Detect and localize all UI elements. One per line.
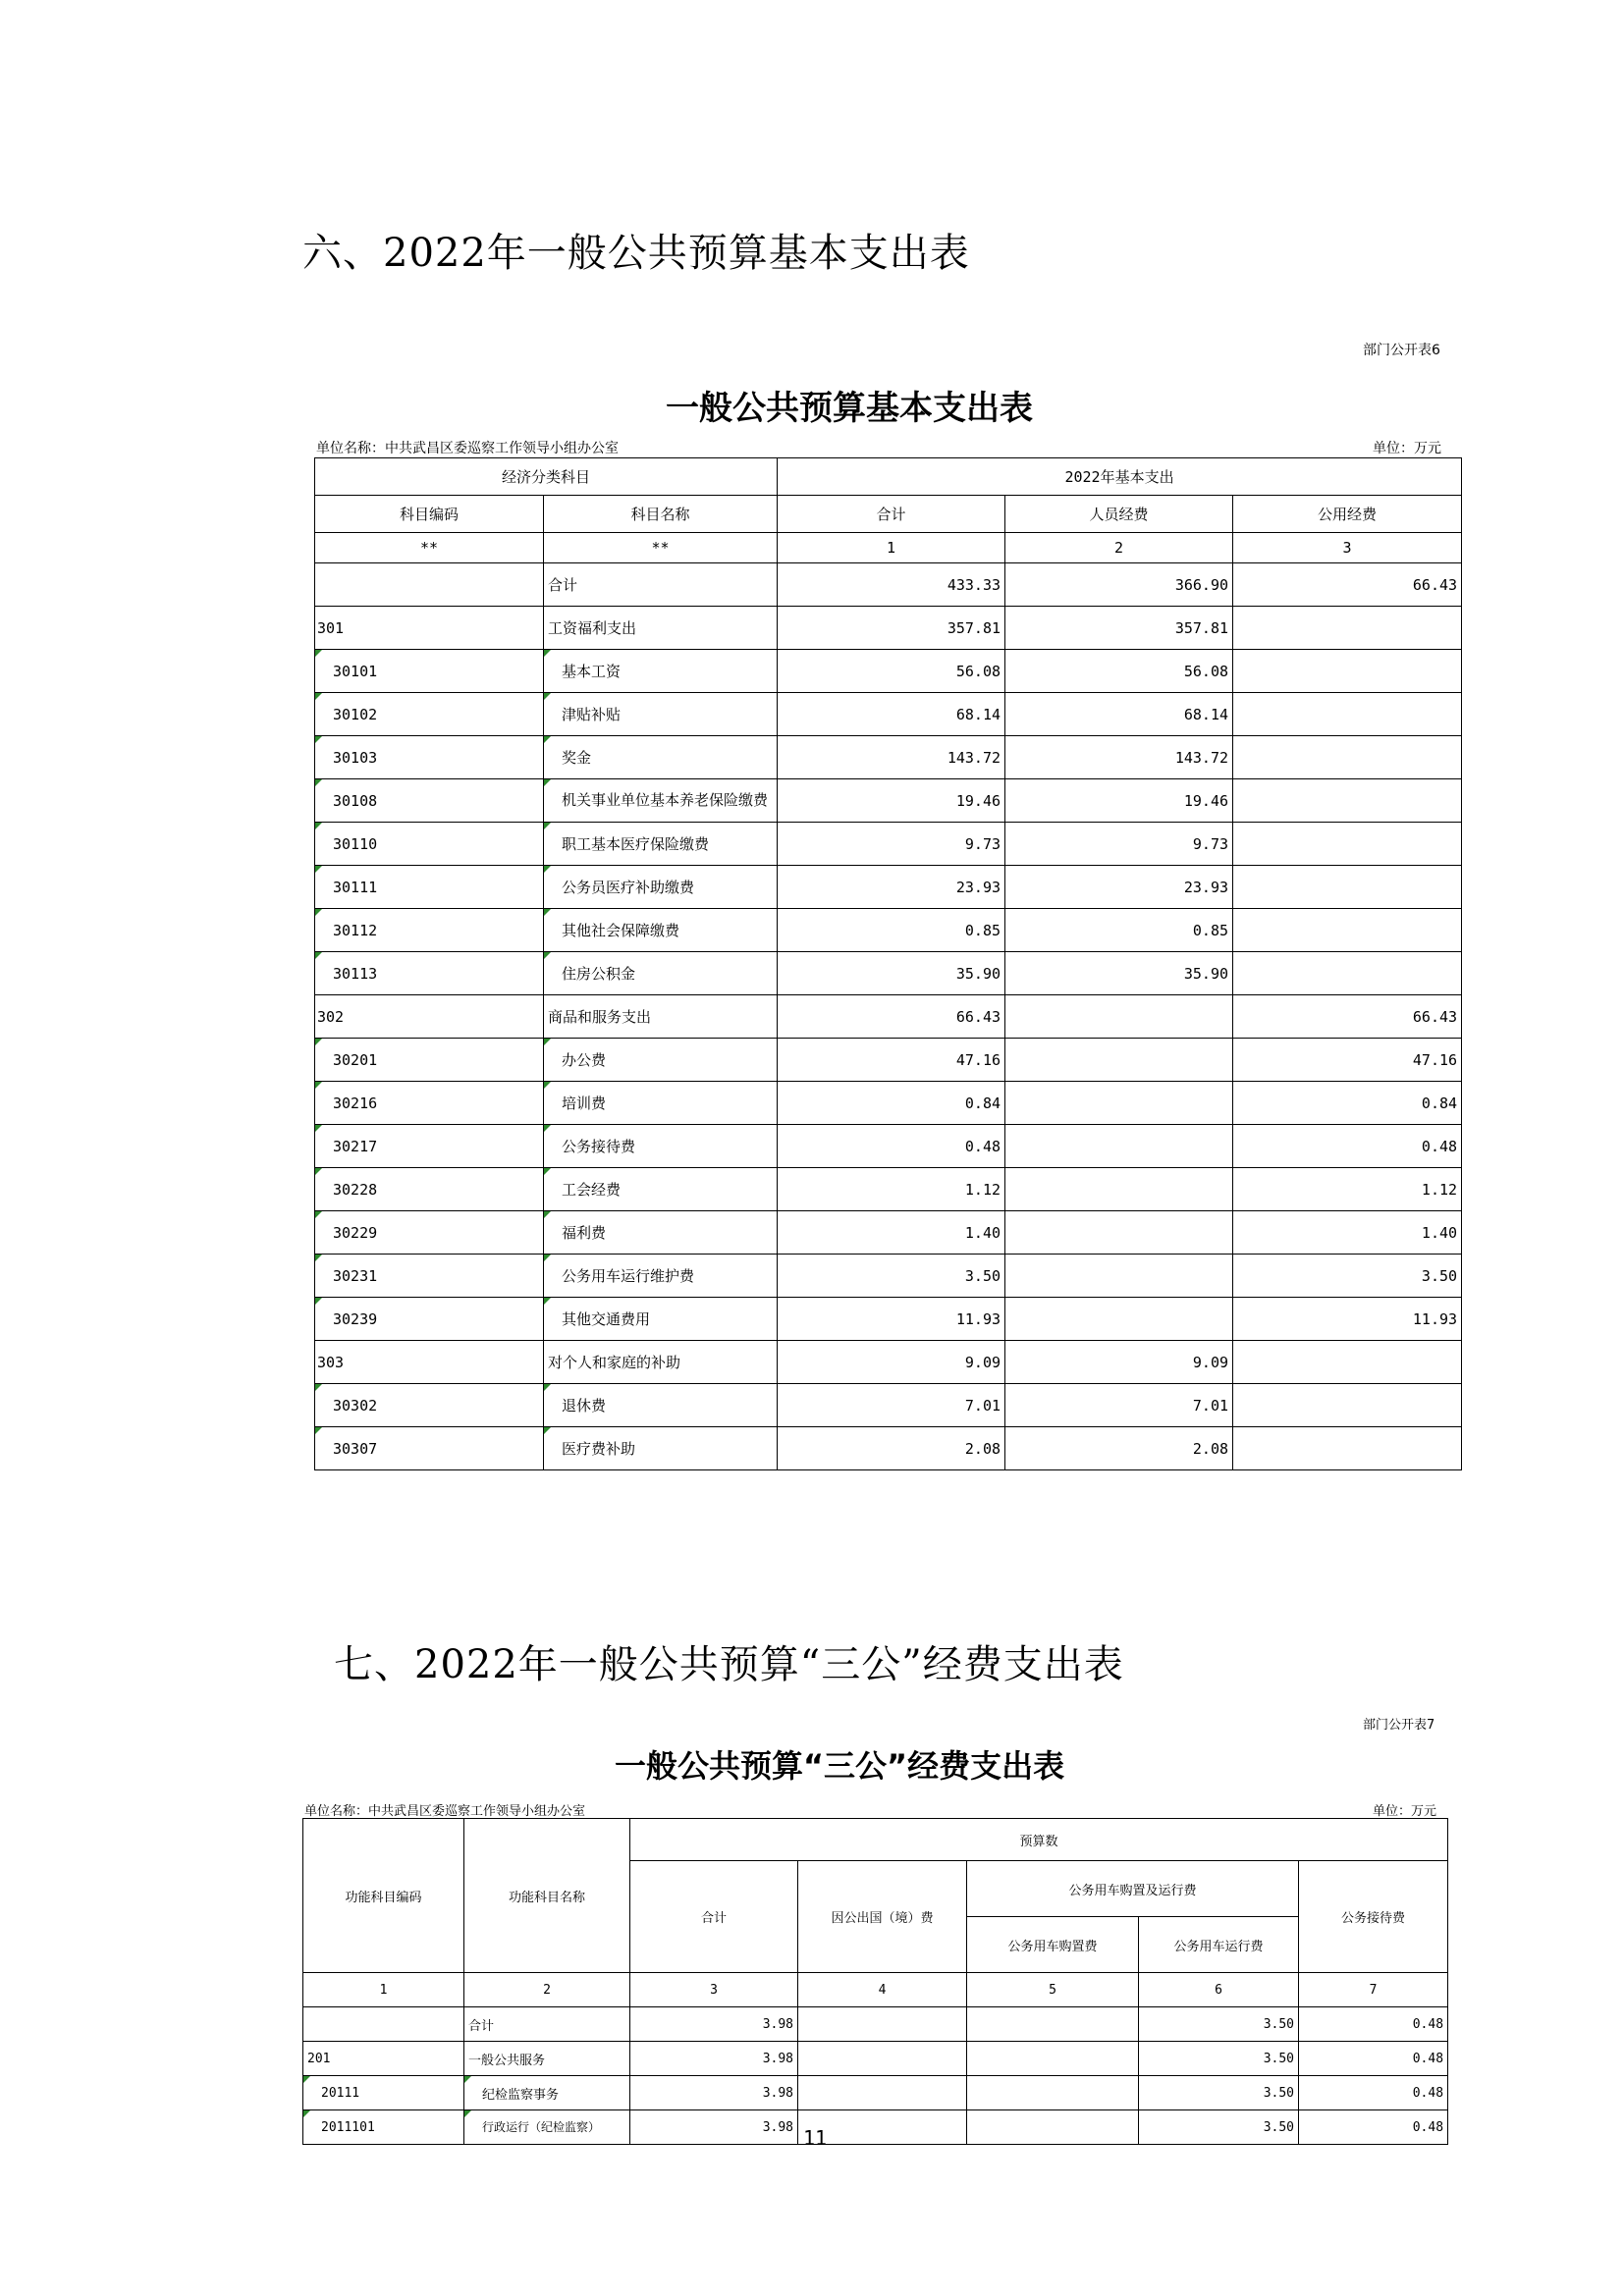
page-number: 11: [803, 2126, 828, 2150]
cell-code: 30228: [315, 1168, 544, 1211]
header-index: 2: [1005, 533, 1233, 563]
header-code: 科目编码: [315, 496, 544, 533]
cell-personnel: [1005, 1168, 1233, 1211]
table-row: [303, 2042, 1448, 2076]
cell-public: [1233, 607, 1462, 650]
cell-personnel: 35.90: [1005, 952, 1233, 995]
cell-total: 56.08: [778, 650, 1005, 693]
cell-name: 公务接待费: [544, 1125, 778, 1168]
cell-code: 30231: [315, 1255, 544, 1298]
cell-code: 301: [315, 607, 544, 650]
cell-code: 30239: [315, 1298, 544, 1341]
header-car-buy: 公务用车购置费: [967, 1917, 1139, 1973]
header-index: **: [544, 533, 778, 563]
header-func-name: 功能科目名称: [464, 1819, 630, 1973]
table-row: [315, 1384, 1462, 1427]
cell-car-run: 3.50: [1139, 2042, 1299, 2076]
cell-abroad: [798, 2007, 967, 2042]
cell-personnel: [1005, 1039, 1233, 1082]
cell-code: 20111: [303, 2076, 464, 2110]
header-index: 7: [1299, 1973, 1448, 2007]
cell-personnel: 19.46: [1005, 779, 1233, 823]
cell-code: 30113: [315, 952, 544, 995]
cell-code: 30229: [315, 1211, 544, 1255]
form-number: 部门公开表6: [1363, 343, 1440, 358]
header-budget: 预算数: [630, 1819, 1448, 1861]
header-index: 2: [464, 1973, 630, 2007]
header-econ: 经济分类科目: [315, 458, 778, 496]
cell-car-buy: [967, 2110, 1139, 2145]
cell-code: 30217: [315, 1125, 544, 1168]
cell-total: 3.50: [778, 1255, 1005, 1298]
cell-abroad: [798, 2042, 967, 2076]
cell-code: 30307: [315, 1427, 544, 1470]
cell-personnel: [1005, 995, 1233, 1039]
cell-name: 培训费: [544, 1082, 778, 1125]
unit-label: 单位：万元: [1373, 1804, 1437, 1819]
cell-name: 津贴补贴: [544, 693, 778, 736]
cell-public: 1.40: [1233, 1211, 1462, 1255]
cell-abroad: [798, 2076, 967, 2110]
cell-public: 0.48: [1233, 1125, 1462, 1168]
header-index: 3: [630, 1973, 798, 2007]
cell-total: 0.85: [778, 909, 1005, 952]
cell-total: 143.72: [778, 736, 1005, 779]
header-index: 1: [303, 1973, 464, 2007]
header-index: **: [315, 533, 544, 563]
cell-total: 0.48: [778, 1125, 1005, 1168]
cell-code: 2011101: [303, 2110, 464, 2145]
cell-public: [1233, 736, 1462, 779]
cell-name: 合计: [544, 563, 778, 607]
table-row: [315, 1039, 1462, 1082]
cell-total: 7.01: [778, 1384, 1005, 1427]
header-personnel: 人员经费: [1005, 496, 1233, 533]
cell-name: 住房公积金: [544, 952, 778, 995]
table-row: [315, 952, 1462, 995]
table-row: [315, 1211, 1462, 1255]
cell-total: 2.08: [778, 1427, 1005, 1470]
cell-public: 66.43: [1233, 563, 1462, 607]
header-total: 合计: [778, 496, 1005, 533]
table-row: [315, 650, 1462, 693]
cell-code: 30101: [315, 650, 544, 693]
cell-code: 30111: [315, 866, 544, 909]
table-row: [315, 563, 1462, 607]
cell-name: 纪检监察事务: [464, 2076, 630, 2110]
table-row: [315, 779, 1462, 823]
cell-code: 30112: [315, 909, 544, 952]
cell-public: [1233, 823, 1462, 866]
cell-public: 0.84: [1233, 1082, 1462, 1125]
cell-total: 47.16: [778, 1039, 1005, 1082]
cell-name: 行政运行（纪检监察）: [464, 2110, 630, 2145]
cell-car-run: 3.50: [1139, 2076, 1299, 2110]
cell-public: [1233, 1341, 1462, 1384]
cell-personnel: [1005, 1125, 1233, 1168]
three-public-table: [302, 1818, 1448, 2145]
cell-total: 0.84: [778, 1082, 1005, 1125]
unit-label: 单位：万元: [1373, 441, 1441, 456]
cell-code: 201: [303, 2042, 464, 2076]
header-func-code: 功能科目编码: [303, 1819, 464, 1973]
table-row: [315, 823, 1462, 866]
cell-code: 30103: [315, 736, 544, 779]
cell-reception: 0.48: [1299, 2076, 1448, 2110]
basic-expenditure-table: [314, 457, 1462, 1470]
header-reception: 公务接待费: [1299, 1861, 1448, 1973]
form-number: 部门公开表7: [1363, 1718, 1435, 1733]
header-budget: 2022年基本支出: [778, 458, 1462, 496]
table-title: 一般公共预算基本支出表: [666, 389, 1033, 428]
table-row: [315, 1427, 1462, 1470]
cell-public: 47.16: [1233, 1039, 1462, 1082]
table-row: [315, 607, 1462, 650]
cell-name: 商品和服务支出: [544, 995, 778, 1039]
table-row: [315, 693, 1462, 736]
cell-public: 11.93: [1233, 1298, 1462, 1341]
cell-name: 基本工资: [544, 650, 778, 693]
cell-public: [1233, 1427, 1462, 1470]
cell-personnel: [1005, 1211, 1233, 1255]
cell-total: 35.90: [778, 952, 1005, 995]
header-index: 5: [967, 1973, 1139, 2007]
table-row: [315, 866, 1462, 909]
cell-total: 1.40: [778, 1211, 1005, 1255]
cell-total: 3.98: [630, 2007, 798, 2042]
cell-code: [315, 563, 544, 607]
table-row: [315, 1341, 1462, 1384]
cell-reception: 0.48: [1299, 2042, 1448, 2076]
cell-name: 机关事业单位基本养老保险缴费: [544, 779, 778, 823]
cell-public: 66.43: [1233, 995, 1462, 1039]
cell-public: [1233, 952, 1462, 995]
cell-name: 对个人和家庭的补助: [544, 1341, 778, 1384]
cell-personnel: 357.81: [1005, 607, 1233, 650]
header-car: 公务用车购置及运行费: [967, 1861, 1299, 1917]
cell-car-run: 3.50: [1139, 2110, 1299, 2145]
cell-public: [1233, 1384, 1462, 1427]
cell-name: 医疗费补助: [544, 1427, 778, 1470]
table-row: [315, 1168, 1462, 1211]
header-index: 3: [1233, 533, 1462, 563]
cell-total: 66.43: [778, 995, 1005, 1039]
header-index: 1: [778, 533, 1005, 563]
cell-personnel: [1005, 1082, 1233, 1125]
cell-car-run: 3.50: [1139, 2007, 1299, 2042]
cell-total: 3.98: [630, 2110, 798, 2145]
cell-code: [303, 2007, 464, 2042]
cell-public: [1233, 909, 1462, 952]
cell-code: 30302: [315, 1384, 544, 1427]
cell-public: [1233, 650, 1462, 693]
table-row: [315, 1255, 1462, 1298]
cell-name: 工会经费: [544, 1168, 778, 1211]
cell-total: 68.14: [778, 693, 1005, 736]
table-row: [315, 1082, 1462, 1125]
cell-code: 30108: [315, 779, 544, 823]
cell-reception: 0.48: [1299, 2007, 1448, 2042]
cell-car-buy: [967, 2076, 1139, 2110]
cell-code: 303: [315, 1341, 544, 1384]
section6-heading: 六、2022年一般公共预算基本支出表: [302, 231, 970, 276]
cell-name: 其他交通费用: [544, 1298, 778, 1341]
cell-total: 23.93: [778, 866, 1005, 909]
cell-personnel: 9.73: [1005, 823, 1233, 866]
cell-public: [1233, 693, 1462, 736]
cell-personnel: 68.14: [1005, 693, 1233, 736]
table-row: [303, 2007, 1448, 2042]
cell-total: 357.81: [778, 607, 1005, 650]
table-title: 一般公共预算“三公”经费支出表: [615, 1747, 1065, 1785]
table-row: [303, 2076, 1448, 2110]
cell-name: 奖金: [544, 736, 778, 779]
header-public: 公用经费: [1233, 496, 1462, 533]
cell-code: 30201: [315, 1039, 544, 1082]
cell-code: 302: [315, 995, 544, 1039]
cell-personnel: 366.90: [1005, 563, 1233, 607]
unit-name: 单位名称：中共武昌区委巡察工作领导小组办公室: [316, 441, 619, 456]
cell-personnel: 2.08: [1005, 1427, 1233, 1470]
cell-personnel: 0.85: [1005, 909, 1233, 952]
cell-personnel: [1005, 1298, 1233, 1341]
cell-car-buy: [967, 2007, 1139, 2042]
cell-code: 30216: [315, 1082, 544, 1125]
cell-code: 30102: [315, 693, 544, 736]
cell-public: 1.12: [1233, 1168, 1462, 1211]
cell-public: 3.50: [1233, 1255, 1462, 1298]
cell-total: 9.09: [778, 1341, 1005, 1384]
cell-total: 433.33: [778, 563, 1005, 607]
header-name: 科目名称: [544, 496, 778, 533]
cell-total: 9.73: [778, 823, 1005, 866]
cell-name: 退休费: [544, 1384, 778, 1427]
section7-heading: 七、2022年一般公共预算“三公”经费支出表: [334, 1642, 1124, 1687]
table-row: [303, 2110, 1448, 2145]
cell-total: 1.12: [778, 1168, 1005, 1211]
cell-personnel: 56.08: [1005, 650, 1233, 693]
cell-reception: 0.48: [1299, 2110, 1448, 2145]
cell-total: 3.98: [630, 2042, 798, 2076]
cell-personnel: [1005, 1255, 1233, 1298]
cell-name: 公务员医疗补助缴费: [544, 866, 778, 909]
cell-name: 办公费: [544, 1039, 778, 1082]
cell-name: 工资福利支出: [544, 607, 778, 650]
header-index: 6: [1139, 1973, 1299, 2007]
cell-name: 合计: [464, 2007, 630, 2042]
cell-name: 公务用车运行维护费: [544, 1255, 778, 1298]
cell-name: 职工基本医疗保险缴费: [544, 823, 778, 866]
cell-code: 30110: [315, 823, 544, 866]
cell-personnel: 23.93: [1005, 866, 1233, 909]
cell-total: 11.93: [778, 1298, 1005, 1341]
cell-name: 其他社会保障缴费: [544, 909, 778, 952]
header-total: 合计: [630, 1861, 798, 1973]
table-row: [315, 1125, 1462, 1168]
cell-car-buy: [967, 2042, 1139, 2076]
header-index: 4: [798, 1973, 967, 2007]
cell-total: 19.46: [778, 779, 1005, 823]
cell-public: [1233, 866, 1462, 909]
cell-name: 福利费: [544, 1211, 778, 1255]
cell-personnel: 143.72: [1005, 736, 1233, 779]
cell-personnel: 7.01: [1005, 1384, 1233, 1427]
table-row: [315, 909, 1462, 952]
unit-name: 单位名称：中共武昌区委巡察工作领导小组办公室: [304, 1804, 586, 1819]
cell-public: [1233, 779, 1462, 823]
header-car-run: 公务用车运行费: [1139, 1917, 1299, 1973]
cell-total: 3.98: [630, 2076, 798, 2110]
table-row: [315, 1298, 1462, 1341]
header-abroad: 因公出国（境）费: [798, 1861, 967, 1973]
cell-name: 一般公共服务: [464, 2042, 630, 2076]
cell-personnel: 9.09: [1005, 1341, 1233, 1384]
table-row: [315, 995, 1462, 1039]
table-row: [315, 736, 1462, 779]
